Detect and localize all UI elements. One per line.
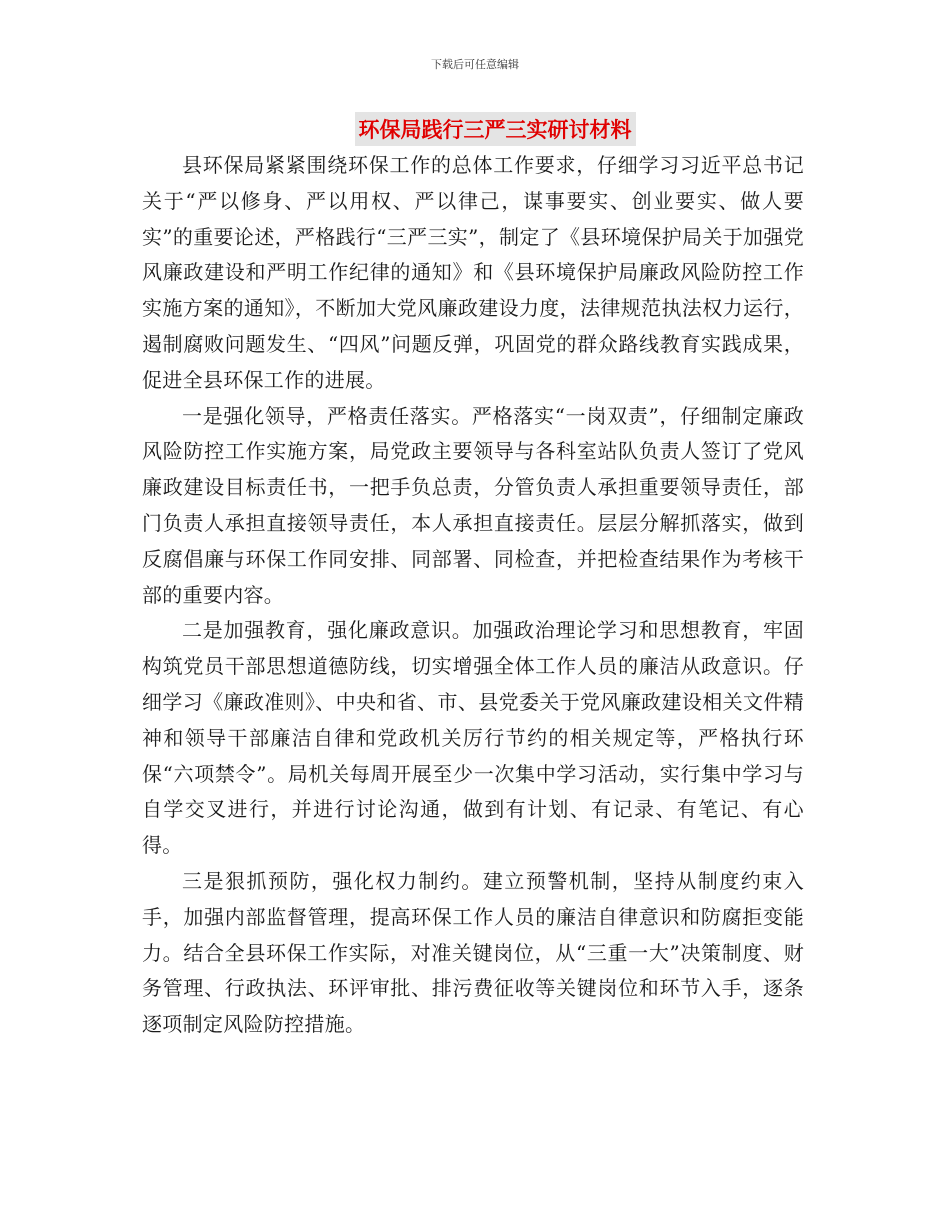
document-title: 环保局践行三严三实研讨材料 bbox=[355, 112, 636, 146]
paragraph-prevention: 三是狠抓预防，强化权力制约。建立预警机制，坚持从制度约束入手，加强内部监督管理，提高环保工作人员的廉洁自律意识和防腐拒变能力。结合全县环保工作实际，对准关键岗位，从“三重一大”决策制度、财务管理、行政执法、环评审批、排污费征收等关键岗位和环节入手，逐条逐项制定风险防控措施。 bbox=[142, 868, 804, 1037]
page-header: 下载后可任意编辑 bbox=[431, 58, 519, 71]
paragraph-intro: 县环保局紧紧围绕环保工作的总体工作要求，仔细学习习近平总书记关于“严以修身、严以用权、严以律己，谋事要实、创业要实、做人要实”的重要论述，严格践行“三严三实”，制定了《县环境保护局关于加强党风廉政建设和严明工作纪律的通知》和《县环境保护局廉政风险防控工作实施方案的通知》，不断加大党风廉政建设力度，法律规范执法权力运行，遏制腐败问题发生、“四风”问题反弹，巩固党的群众路线教育实践成果，促进全县环保工作的进展。 bbox=[142, 153, 804, 392]
paragraph-education: 二是加强教育，强化廉政意识。加强政治理论学习和思想教育，牢固构筑党员干部思想道德防线，切实增强全体工作人员的廉洁从政意识。仔细学习《廉政准则》、中央和省、市、县党委关于党风廉政建设相关文件精神和领导干部廉洁自律和党政机关厉行节约的相关规定等，严格执行环保“六项禁令”。局机关每周开展至少一次集中学习活动，实行集中学习与自学交叉进行，并进行讨论沟通，做到有计划、有记录、有笔记、有心得。 bbox=[142, 618, 804, 858]
paragraph-leadership: 一是强化领导，严格责任落实。严格落实“一岗双责”，仔细制定廉政风险防控工作实施方案，局党政主要领导与各科室站队负责人签订了党风廉政建设目标责任书，一把手负总责，分管负责人承担重要领导责任，部门负责人承担直接领导责任，本人承担直接责任。层层分解抓落实，做到反腐倡廉与环保工作同安排、同部署、同检查，并把检查结果作为考核干部的重要内容。 bbox=[142, 403, 804, 607]
title-container bbox=[0, 112, 950, 146]
document-body bbox=[142, 148, 804, 1043]
